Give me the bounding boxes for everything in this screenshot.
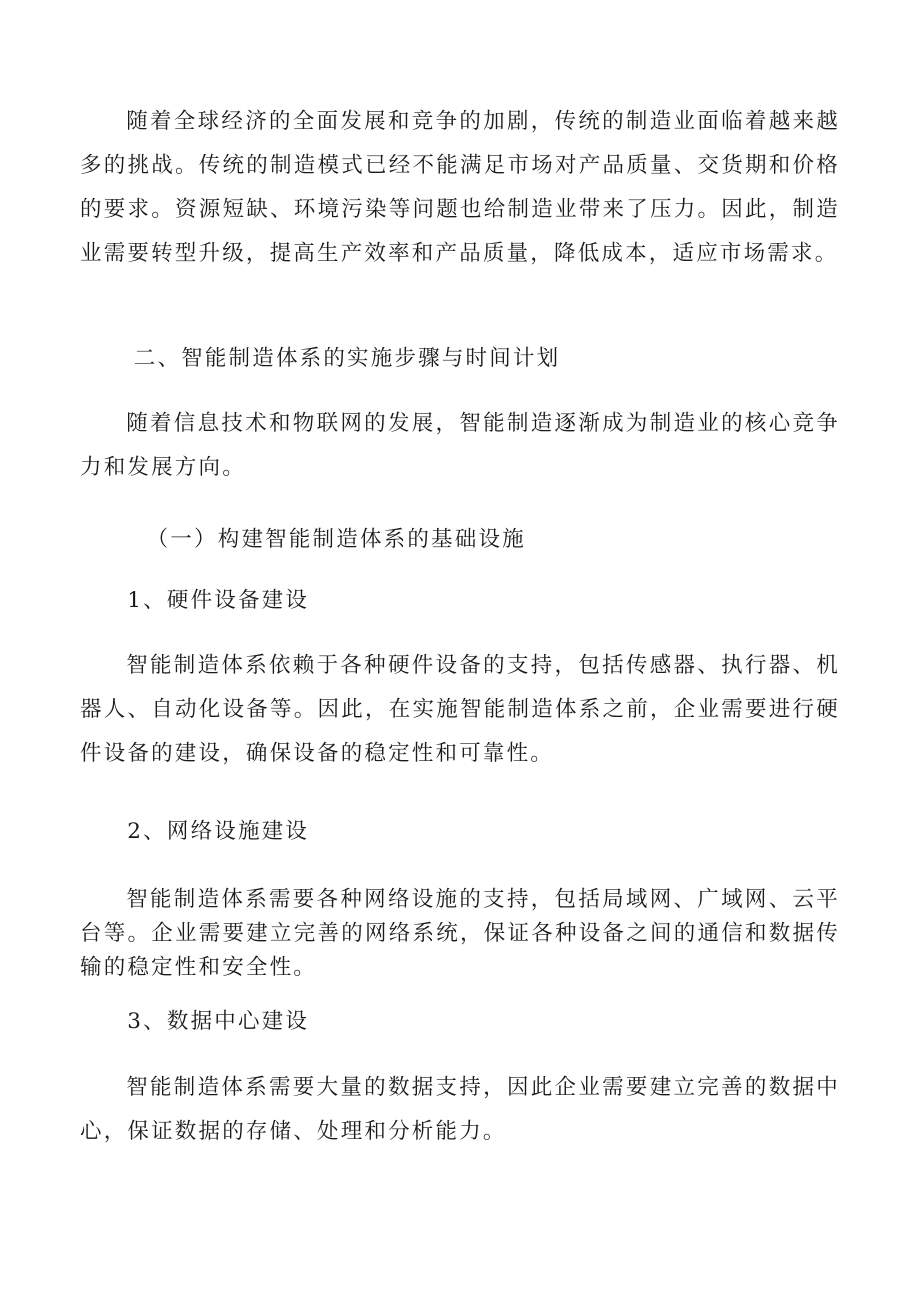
item-2-body: 智能制造体系需要各种网络设施的支持，包括局域网、广域网、云平台等。企业需要建立完善的网络系统，保证各种设备之间的通信和数据传输的稳定性和安全性。 xyxy=(80,887,840,980)
item-2-heading: 2、网络设施建设 xyxy=(127,819,310,844)
subsection-heading: （一）构建智能制造体系的基础设施 xyxy=(146,527,526,552)
item-3-heading: 3、数据中心建设 xyxy=(127,1009,310,1034)
section-intro-paragraph: 随着信息技术和物联网的发展，智能制造逐渐成为制造业的核心竞争力和发展方向。 xyxy=(80,411,840,480)
item-3-body: 智能制造体系需要大量的数据支持，因此企业需要建立完善的数据中心，保证数据的存储、处理和分析能力。 xyxy=(80,1075,840,1144)
section-heading: 二、智能制造体系的实施步骤与时间计划 xyxy=(133,346,561,371)
item-1-heading: 1、硬件设备建设 xyxy=(127,588,310,613)
item-1-body: 智能制造体系依赖于各种硬件设备的支持，包括传感器、执行器、机器人、自动化设备等。因此，在实施智能制造体系之前，企业需要进行硬件设备的建设，确保设备的稳定性和可靠性。 xyxy=(80,653,840,766)
intro-paragraph: 随着全球经济的全面发展和竞争的加剧，传统的制造业面临着越来越多的挑战。传统的制造模式已经不能满足市场对产品质量、交货期和价格的要求。资源短缺、环境污染等问题也给制造业带来了压力。因此，制造业需要转型升级，提高生产效率和产品质量，降低成本，适应市场需求。 xyxy=(80,109,840,266)
